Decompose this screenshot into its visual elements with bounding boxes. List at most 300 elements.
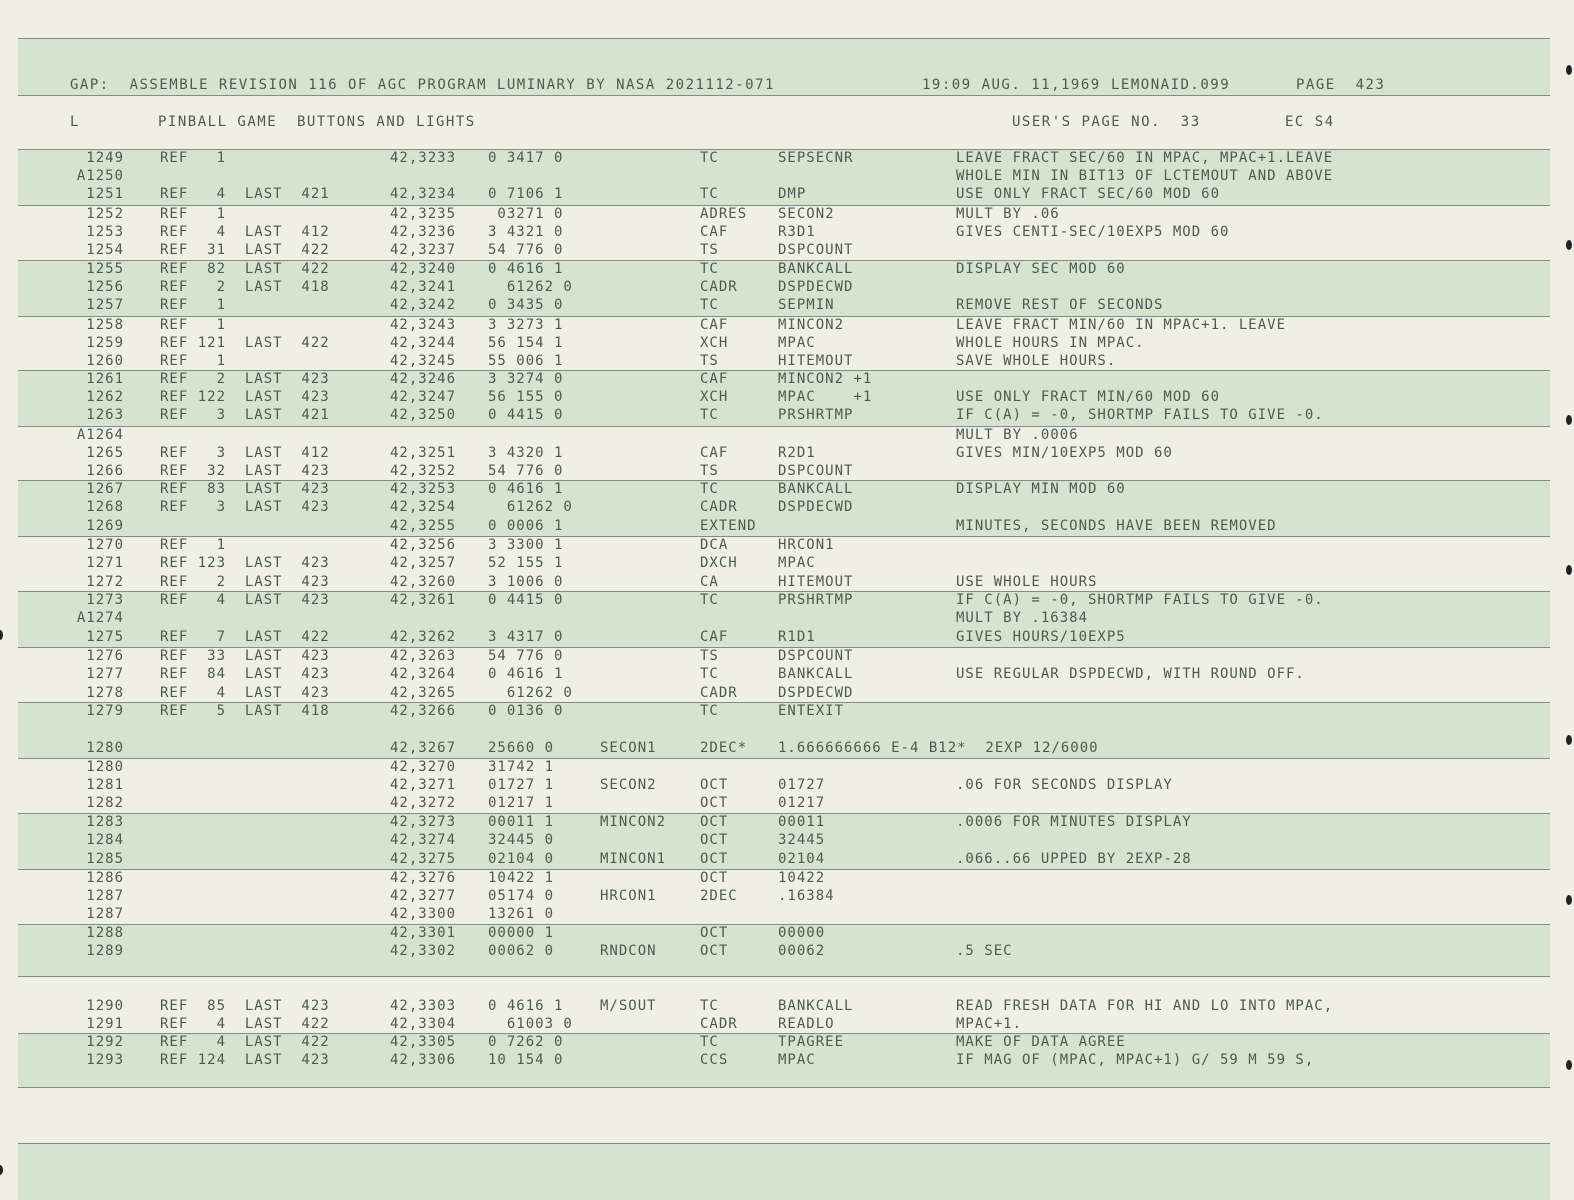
comment: REMOVE REST OF SECONDS <box>956 297 1164 313</box>
memory-location: 42,3250 <box>390 407 457 423</box>
listing-row <box>0 813 1574 831</box>
line-number: A1250 <box>76 168 124 184</box>
operand: BANKCALL <box>778 666 854 682</box>
memory-location: 42,3242 <box>390 297 457 313</box>
comment: MPAC+1. <box>956 1016 1023 1032</box>
line-number: 1283 <box>86 814 124 830</box>
operand: READLO <box>778 1016 835 1032</box>
line-number: 1280 <box>86 740 124 756</box>
listing-row <box>0 426 1574 444</box>
octal-value: 56 155 0 <box>488 389 564 405</box>
ref-info: REF 1 <box>160 206 227 222</box>
octal-value: 32445 0 <box>488 832 555 848</box>
memory-location: 42,3275 <box>390 851 457 867</box>
ref-info: REF 121 LAST 422 <box>160 335 330 351</box>
comment: DISPLAY MIN MOD 60 <box>956 481 1126 497</box>
line-number: 1291 <box>86 1016 124 1032</box>
octal-value: 01217 1 <box>488 795 555 811</box>
line-number: 1290 <box>86 998 124 1014</box>
operand: 00062 <box>778 943 826 959</box>
symbol-label: HRCON1 <box>600 888 657 904</box>
listing-row <box>0 260 1574 278</box>
opcode: CAF <box>700 371 729 387</box>
opcode: DXCH <box>700 555 738 571</box>
operand: .16384 <box>778 888 835 904</box>
comment: DISPLAY SEC MOD 60 <box>956 261 1126 277</box>
octal-value: 10 154 0 <box>488 1052 564 1068</box>
line-number: 1276 <box>86 648 124 664</box>
operand: PRSHRTMP <box>778 407 854 423</box>
opcode: CAF <box>700 317 729 333</box>
octal-value: 0 0006 1 <box>488 518 564 534</box>
symbol-label: SECON2 <box>600 777 657 793</box>
octal-value: 3 3273 1 <box>488 317 564 333</box>
paper-band <box>18 1143 1550 1200</box>
line-number: 1268 <box>86 499 124 515</box>
listing-row <box>0 869 1574 887</box>
memory-location: 42,3252 <box>390 463 457 479</box>
octal-value: 0 4616 1 <box>488 261 564 277</box>
octal-value: 0 4616 1 <box>488 481 564 497</box>
comment: IF C(A) = -0, SHORTMP FAILS TO GIVE -0. <box>956 407 1324 423</box>
line-number: 1256 <box>86 279 124 295</box>
line-number: 1263 <box>86 407 124 423</box>
line-number: 1267 <box>86 481 124 497</box>
line-number: 1280 <box>86 759 124 775</box>
memory-location: 42,3253 <box>390 481 457 497</box>
operand: MPAC <box>778 555 816 571</box>
listing-row <box>0 444 1574 462</box>
listing-row <box>0 684 1574 702</box>
operand: 02104 <box>778 851 826 867</box>
opcode: CCS <box>700 1052 729 1068</box>
listing-row <box>0 388 1574 406</box>
octal-value: 25660 0 <box>488 740 555 756</box>
listing-row <box>0 776 1574 794</box>
ref-info: REF 4 LAST 412 <box>160 224 330 240</box>
line-number: 1257 <box>86 297 124 313</box>
octal-value: 52 155 1 <box>488 555 564 571</box>
symbol-label: M/SOUT <box>600 998 657 1014</box>
operand: 00011 <box>778 814 826 830</box>
opcode: TC <box>700 297 719 313</box>
operand: 1.666666666 E-4 B12* 2EXP 12/6000 <box>778 740 1099 756</box>
opcode: OCT <box>700 814 729 830</box>
octal-value: 61262 0 <box>488 279 573 295</box>
opcode: CAF <box>700 224 729 240</box>
comment: MULT BY .16384 <box>956 610 1089 626</box>
listing-row <box>0 628 1574 646</box>
opcode: TC <box>700 407 719 423</box>
operand: MPAC <box>778 335 816 351</box>
assembly-title: GAP: ASSEMBLE REVISION 116 OF AGC PROGRAM LUMINARY BY NASA 2021112-071 <box>70 77 775 93</box>
listing-row <box>0 554 1574 572</box>
operand: 32445 <box>778 832 826 848</box>
listing-row <box>0 1051 1574 1069</box>
opcode: TS <box>700 463 719 479</box>
ref-info: REF 1 <box>160 537 227 553</box>
listing-row <box>0 334 1574 352</box>
line-number: 1273 <box>86 592 124 608</box>
line-number: 1266 <box>86 463 124 479</box>
listing-row <box>0 370 1574 388</box>
rule-line <box>18 38 1550 39</box>
memory-location: 42,3247 <box>390 389 457 405</box>
operand: DSPCOUNT <box>778 463 854 479</box>
comment: LEAVE FRACT MIN/60 IN MPAC+1. LEAVE <box>956 317 1287 333</box>
comment: USE REGULAR DSPDECWD, WITH ROUND OFF. <box>956 666 1305 682</box>
opcode: OCT <box>700 925 729 941</box>
memory-location: 42,3276 <box>390 870 457 886</box>
ref-info: REF 4 LAST 423 <box>160 685 330 701</box>
ref-info: REF 1 <box>160 353 227 369</box>
octal-value: 10422 1 <box>488 870 555 886</box>
line-number: 1286 <box>86 870 124 886</box>
ref-info: REF 82 LAST 422 <box>160 261 330 277</box>
opcode: TC <box>700 666 719 682</box>
comment: MULT BY .0006 <box>956 427 1079 443</box>
line-number: 1255 <box>86 261 124 277</box>
line-number: 1293 <box>86 1052 124 1068</box>
ref-info: REF 2 LAST 418 <box>160 279 330 295</box>
octal-value: 0 4415 0 <box>488 407 564 423</box>
page-number: PAGE 423 <box>1296 77 1386 93</box>
memory-location: 42,3241 <box>390 279 457 295</box>
listing-row <box>0 149 1574 167</box>
memory-location: 42,3300 <box>390 906 457 922</box>
listing-row <box>0 1015 1574 1033</box>
comment: GIVES CENTI-SEC/10EXP5 MOD 60 <box>956 224 1230 240</box>
operand: SEPSECNR <box>778 150 854 166</box>
octal-value: 31742 1 <box>488 759 555 775</box>
line-number: 1287 <box>86 888 124 904</box>
line-number: 1285 <box>86 851 124 867</box>
listing-row <box>0 316 1574 334</box>
memory-location: 42,3237 <box>390 242 457 258</box>
comment: .066..66 UPPED BY 2EXP-28 <box>956 851 1192 867</box>
listing-row <box>0 205 1574 223</box>
opcode: XCH <box>700 389 729 405</box>
opcode: CAF <box>700 629 729 645</box>
octal-value: 54 776 0 <box>488 648 564 664</box>
octal-value: 3 3300 1 <box>488 537 564 553</box>
listing-row <box>0 536 1574 554</box>
comment: IF C(A) = -0, SHORTMP FAILS TO GIVE -0. <box>956 592 1324 608</box>
opcode: 2DEC* <box>700 740 748 756</box>
octal-value: 3 3274 0 <box>488 371 564 387</box>
memory-location: 42,3271 <box>390 777 457 793</box>
operand: DMP <box>778 186 807 202</box>
octal-value: 0 3435 0 <box>488 297 564 313</box>
line-number: 1269 <box>86 518 124 534</box>
operand: MINCON2 +1 <box>778 371 873 387</box>
listing-row <box>0 794 1574 812</box>
ref-info: REF 31 LAST 422 <box>160 242 330 258</box>
opcode: TC <box>700 261 719 277</box>
octal-value: 03271 0 <box>488 206 564 222</box>
listing-marker: L <box>70 114 80 130</box>
opcode: 2DEC <box>700 888 738 904</box>
line-number: 1261 <box>86 371 124 387</box>
ref-info: REF 5 LAST 418 <box>160 703 330 719</box>
feed-hole-icon <box>0 1165 3 1175</box>
listing-row <box>0 517 1574 535</box>
listing-row <box>0 924 1574 942</box>
comment: MULT BY .06 <box>956 206 1060 222</box>
ref-info: REF 122 LAST 423 <box>160 389 330 405</box>
ec-label: EC S4 <box>1285 114 1335 130</box>
comment: IF MAG OF (MPAC, MPAC+1) G/ 59 M 59 S, <box>956 1052 1315 1068</box>
job-name: LEMONAID.099 <box>1111 77 1231 93</box>
memory-location: 42,3303 <box>390 998 457 1014</box>
opcode: CA <box>700 574 719 590</box>
ref-info: REF 3 LAST 421 <box>160 407 330 423</box>
memory-location: 42,3301 <box>390 925 457 941</box>
octal-value: 0 4616 1 <box>488 998 564 1014</box>
ref-info: REF 33 LAST 423 <box>160 648 330 664</box>
memory-location: 42,3233 <box>390 150 457 166</box>
line-number: 1249 <box>86 150 124 166</box>
octal-value: 55 006 1 <box>488 353 564 369</box>
memory-location: 42,3260 <box>390 574 457 590</box>
comment: .0006 FOR MINUTES DISPLAY <box>956 814 1192 830</box>
section-title: PINBALL GAME BUTTONS AND LIGHTS <box>158 114 476 130</box>
listing-row <box>0 665 1574 683</box>
line-number: 1281 <box>86 777 124 793</box>
line-number: 1270 <box>86 537 124 553</box>
line-number: 1272 <box>86 574 124 590</box>
ref-info: REF 123 LAST 423 <box>160 555 330 571</box>
octal-value: 0 4616 1 <box>488 666 564 682</box>
listing-row <box>0 462 1574 480</box>
line-number: 1292 <box>86 1034 124 1050</box>
rule-line <box>18 1143 1550 1144</box>
line-number: 1279 <box>86 703 124 719</box>
operand: ENTEXIT <box>778 703 845 719</box>
operand: DSPCOUNT <box>778 648 854 664</box>
memory-location: 42,3306 <box>390 1052 457 1068</box>
opcode: EXTEND <box>700 518 757 534</box>
opcode: OCT <box>700 777 729 793</box>
listing-row <box>0 647 1574 665</box>
memory-location: 42,3277 <box>390 888 457 904</box>
line-number: 1287 <box>86 906 124 922</box>
opcode: TC <box>700 592 719 608</box>
operand: PRSHRTMP <box>778 592 854 608</box>
octal-value: 0 7106 1 <box>488 186 564 202</box>
operand: DSPDECWD <box>778 499 854 515</box>
opcode: OCT <box>700 832 729 848</box>
listing-row <box>0 278 1574 296</box>
line-number: 1262 <box>86 389 124 405</box>
ref-info: REF 4 LAST 421 <box>160 186 330 202</box>
octal-value: 56 154 1 <box>488 335 564 351</box>
opcode: CAF <box>700 445 729 461</box>
rule-line <box>18 1087 1550 1088</box>
operand: HITEMOUT <box>778 574 854 590</box>
operand: BANKCALL <box>778 481 854 497</box>
opcode: DCA <box>700 537 729 553</box>
opcode: TC <box>700 1034 719 1050</box>
comment: READ FRESH DATA FOR HI AND LO INTO MPAC, <box>956 998 1334 1014</box>
operand: R3D1 <box>778 224 816 240</box>
listing-row <box>0 1033 1574 1051</box>
operand: DSPDECWD <box>778 279 854 295</box>
operand: R1D1 <box>778 629 816 645</box>
memory-location: 42,3245 <box>390 353 457 369</box>
octal-value: 02104 0 <box>488 851 555 867</box>
line-number: A1274 <box>76 610 124 626</box>
memory-location: 42,3244 <box>390 335 457 351</box>
listing-row <box>0 739 1574 757</box>
operand: BANKCALL <box>778 261 854 277</box>
line-number: 1253 <box>86 224 124 240</box>
line-number: 1271 <box>86 555 124 571</box>
listing-row <box>0 702 1574 720</box>
ref-info: REF 7 LAST 422 <box>160 629 330 645</box>
opcode: CADR <box>700 499 738 515</box>
listing-row <box>0 609 1574 627</box>
operand: 00000 <box>778 925 826 941</box>
line-number: A1264 <box>76 427 124 443</box>
listing-row <box>0 831 1574 849</box>
memory-location: 42,3251 <box>390 445 457 461</box>
symbol-label: MINCON2 <box>600 814 667 830</box>
operand: R2D1 <box>778 445 816 461</box>
memory-location: 42,3274 <box>390 832 457 848</box>
memory-location: 42,3246 <box>390 371 457 387</box>
ref-info: REF 4 LAST 422 <box>160 1016 330 1032</box>
octal-value: 0 3417 0 <box>488 150 564 166</box>
operand: MPAC +1 <box>778 389 873 405</box>
listing-row <box>0 905 1574 923</box>
feed-hole-icon <box>1566 65 1572 75</box>
memory-location: 42,3262 <box>390 629 457 645</box>
line-number: 1288 <box>86 925 124 941</box>
octal-value: 0 4415 0 <box>488 592 564 608</box>
opcode: XCH <box>700 335 729 351</box>
rule-line <box>18 976 1550 977</box>
comment: USE ONLY FRACT SEC/60 MOD 60 <box>956 186 1221 202</box>
operand: HRCON1 <box>778 537 835 553</box>
ref-info: REF 3 LAST 423 <box>160 499 330 515</box>
octal-value: 61003 0 <box>488 1016 573 1032</box>
opcode: TC <box>700 150 719 166</box>
listing-row <box>0 406 1574 424</box>
listing-row <box>0 296 1574 314</box>
operand: DSPDECWD <box>778 685 854 701</box>
comment: .5 SEC <box>956 943 1013 959</box>
line-number: 1284 <box>86 832 124 848</box>
operand: BANKCALL <box>778 998 854 1014</box>
listing-row <box>0 223 1574 241</box>
ref-info: REF 3 LAST 412 <box>160 445 330 461</box>
operand: 01217 <box>778 795 826 811</box>
octal-value: 61262 0 <box>488 499 573 515</box>
octal-value: 54 776 0 <box>488 242 564 258</box>
listing-row <box>0 758 1574 776</box>
ref-info: REF 84 LAST 423 <box>160 666 330 682</box>
operand: MPAC <box>778 1052 816 1068</box>
ref-info: REF 85 LAST 423 <box>160 998 330 1014</box>
listing-row <box>0 573 1574 591</box>
octal-value: 01727 1 <box>488 777 555 793</box>
opcode: TC <box>700 481 719 497</box>
ref-info: REF 4 LAST 423 <box>160 592 330 608</box>
opcode: TS <box>700 242 719 258</box>
ref-info: REF 83 LAST 423 <box>160 481 330 497</box>
operand: 10422 <box>778 870 826 886</box>
listing-row <box>0 850 1574 868</box>
opcode: CADR <box>700 279 738 295</box>
ref-info: REF 1 <box>160 150 227 166</box>
memory-location: 42,3261 <box>390 592 457 608</box>
comment: SAVE WHOLE HOURS. <box>956 353 1117 369</box>
symbol-label: MINCON1 <box>600 851 667 867</box>
opcode: CADR <box>700 1016 738 1032</box>
listing-row <box>0 185 1574 203</box>
memory-location: 42,3270 <box>390 759 457 775</box>
listing-row <box>0 591 1574 609</box>
octal-value: 61262 0 <box>488 685 573 701</box>
operand: 01727 <box>778 777 826 793</box>
octal-value: 3 4317 0 <box>488 629 564 645</box>
comment: .06 FOR SECONDS DISPLAY <box>956 777 1173 793</box>
memory-location: 42,3257 <box>390 555 457 571</box>
listing-row <box>0 997 1574 1015</box>
rule-line <box>18 95 1550 96</box>
memory-location: 42,3256 <box>390 537 457 553</box>
operand: MINCON2 <box>778 317 845 333</box>
opcode: TC <box>700 703 719 719</box>
comment: LEAVE FRACT SEC/60 IN MPAC, MPAC+1.LEAVE <box>956 150 1334 166</box>
octal-value: 3 1006 0 <box>488 574 564 590</box>
operand: SECON2 <box>778 206 835 222</box>
ref-info: REF 32 LAST 423 <box>160 463 330 479</box>
line-number: 1259 <box>86 335 124 351</box>
octal-value: 13261 0 <box>488 906 555 922</box>
listing-row <box>0 942 1574 960</box>
octal-value: 3 4320 1 <box>488 445 564 461</box>
listing-row <box>0 887 1574 905</box>
line-number: 1265 <box>86 445 124 461</box>
line-number: 1277 <box>86 666 124 682</box>
line-number: 1260 <box>86 353 124 369</box>
octal-value: 54 776 0 <box>488 463 564 479</box>
operand: HITEMOUT <box>778 353 854 369</box>
ref-info: REF 124 LAST 423 <box>160 1052 330 1068</box>
memory-location: 42,3255 <box>390 518 457 534</box>
memory-location: 42,3243 <box>390 317 457 333</box>
listing-row <box>0 352 1574 370</box>
opcode: OCT <box>700 943 729 959</box>
opcode: OCT <box>700 851 729 867</box>
line-number: 1251 <box>86 186 124 202</box>
ref-info: REF 1 <box>160 317 227 333</box>
opcode: TC <box>700 998 719 1014</box>
memory-location: 42,3254 <box>390 499 457 515</box>
opcode: TS <box>700 353 719 369</box>
ref-info: REF 4 LAST 422 <box>160 1034 330 1050</box>
octal-value: 0 0136 0 <box>488 703 564 719</box>
operand: TPAGREE <box>778 1034 845 1050</box>
memory-location: 42,3267 <box>390 740 457 756</box>
memory-location: 42,3265 <box>390 685 457 701</box>
symbol-label: RNDCON <box>600 943 657 959</box>
opcode: CADR <box>700 685 738 701</box>
memory-location: 42,3236 <box>390 224 457 240</box>
opcode: OCT <box>700 795 729 811</box>
